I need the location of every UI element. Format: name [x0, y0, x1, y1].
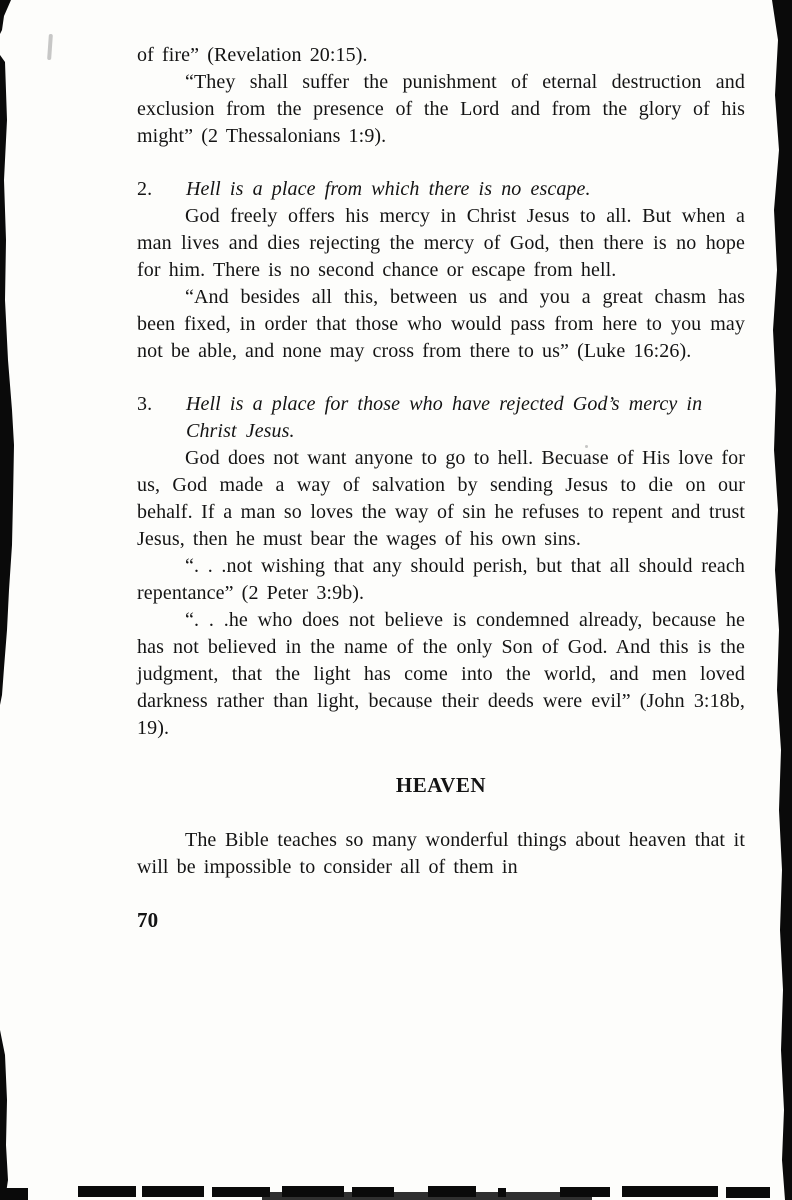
scan-edge-right-strip	[772, 0, 792, 1200]
section-3-paragraph-1: God does not want anyone to go to hell. Becuase of His love for us, God made a way of salvation by sending Jesus to die on our behalf. If a man so loves the way of sin he refuses to repent and trust Jesus, then he must bear the wages of his own sins.	[137, 447, 745, 550]
scan-edge-bottom-band	[0, 1186, 770, 1200]
scan-smudge	[47, 34, 53, 60]
section-2-heading	[137, 176, 745, 203]
section-3-heading-text: Hell is a place for those who have rejected God’s mercy in Christ Jesus.	[186, 393, 703, 442]
section-2-paragraph-1: God freely offers his mercy in Christ Jesus to all. But when a man lives and dies rejecting the mercy of God, then there is no hope for him. There is no second chance or escape from hell.	[137, 205, 745, 281]
paragraph-continuation: of fire” (Revelation 20:15).	[137, 44, 368, 66]
section-3-paragraph-3: “. . .he who does not believe is condemned already, because he has not believed in the name of the only Son of God. And this is the judgment, that the light has come into the world, and men loved darkness rather than light, because their deeds were evil” (John 3:18b, 19).	[137, 609, 745, 739]
page-number: 70	[137, 908, 159, 932]
page-text-block	[137, 42, 745, 934]
scan-edge-left-lower-strip	[0, 1030, 8, 1200]
section-3-paragraph-2: “. . .not wishing that any should perish, but that all should reach repentance” (2 Peter 3:9b).	[137, 555, 745, 604]
section-2-paragraph-2: “And besides all this, between us and you a great chasm has been fixed, in order that those who would pass from here to you may not be able, and none may cross from there to us” (Luke 16:26).	[137, 286, 745, 362]
heaven-section-heading: HEAVEN	[395, 773, 487, 797]
paragraph-thessalonians-quote: “They shall suffer the punishment of eternal destruction and exclusion from the presence of the Lord and from the glory of his might” (2 Thessalonians 1:9).	[137, 71, 745, 147]
heaven-intro-paragraph: The Bible teaches so many wonderful things about heaven that it will be impossible to consider all of them in	[137, 829, 745, 878]
section-2-heading-text: Hell is a place from which there is no escape.	[186, 178, 591, 200]
section-3-number: 3.	[137, 393, 153, 415]
section-3-heading	[137, 391, 745, 445]
scan-edge-left-strip	[0, 55, 14, 705]
section-2-number: 2.	[137, 178, 153, 200]
scan-corner-topleft-mark	[0, 0, 11, 34]
